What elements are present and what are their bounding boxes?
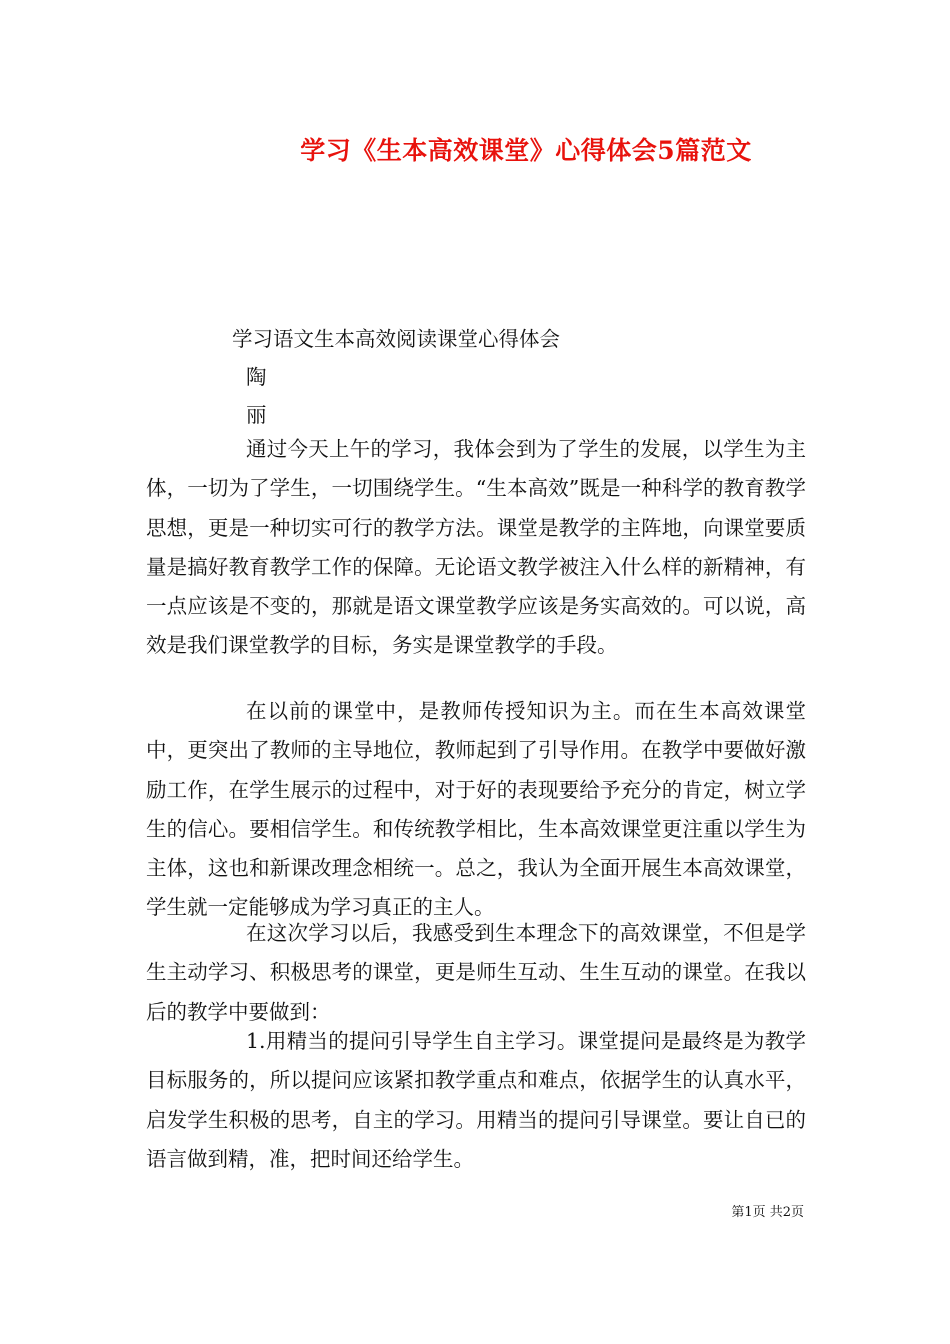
body-paragraph-3: 在这次学习以后，我感受到生本理念下的高效课堂，不但是学生主动学习、积极思考的课堂，更是师生互动、生生互动的课堂。在我以后的教学中要做到： bbox=[146, 921, 806, 1024]
document-title: 学习《生本高效课堂》心得体会5篇范文 bbox=[300, 136, 752, 165]
author-name-line-1: 陶 bbox=[246, 365, 267, 389]
body-paragraph-1: 通过今天上午的学习，我体会到为了学生的发展，以学生为主体，一切为了学生，一切围绕学生。“生本高效”既是一种科学的教育教学思想，更是一种切实可行的教学方法。课堂是教学的主阵地，向课堂要质量是搞好教育教学工作的保障。无论语文教学被注入什么样的新精神，有一点应该是不变的，那就是语文课堂教学应该是务实高效的。可以说，高效是我们课堂教学的目标，务实是课堂教学的手段。 bbox=[146, 437, 806, 658]
body-paragraph-4: 1.用精当的提问引导学生自主学习。课堂提问是最终是为教学目标服务的，所以提问应该紧扣教学重点和难点，依据学生的认真水平，启发学生积极的思考，自主的学习。用精当的提问引导课堂。要让自已的语言做到精，准，把时间还给学生。 bbox=[146, 1029, 806, 1171]
body-paragraph-2: 在以前的课堂中，是教师传授知识为主。而在生本高效课堂中，更突出了教师的主导地位，教师起到了引导作用。在教学中要做好激励工作，在学生展示的过程中，对于好的表现要给予充分的肯定，树立学生的信心。要相信学生。和传统教学相比，生本高效课堂更注重以学生为主体，这也和新课改理念相统一。总之，我认为全面开展生本高效课堂，学生就一定能够成为学习真正的主人。 bbox=[146, 699, 806, 920]
author-name-line-2: 丽 bbox=[246, 403, 267, 427]
page-number-footer: 第1页 共2页 bbox=[731, 1205, 804, 1220]
article-subtitle: 学习语文生本高效阅读课堂心得体会 bbox=[232, 327, 560, 351]
